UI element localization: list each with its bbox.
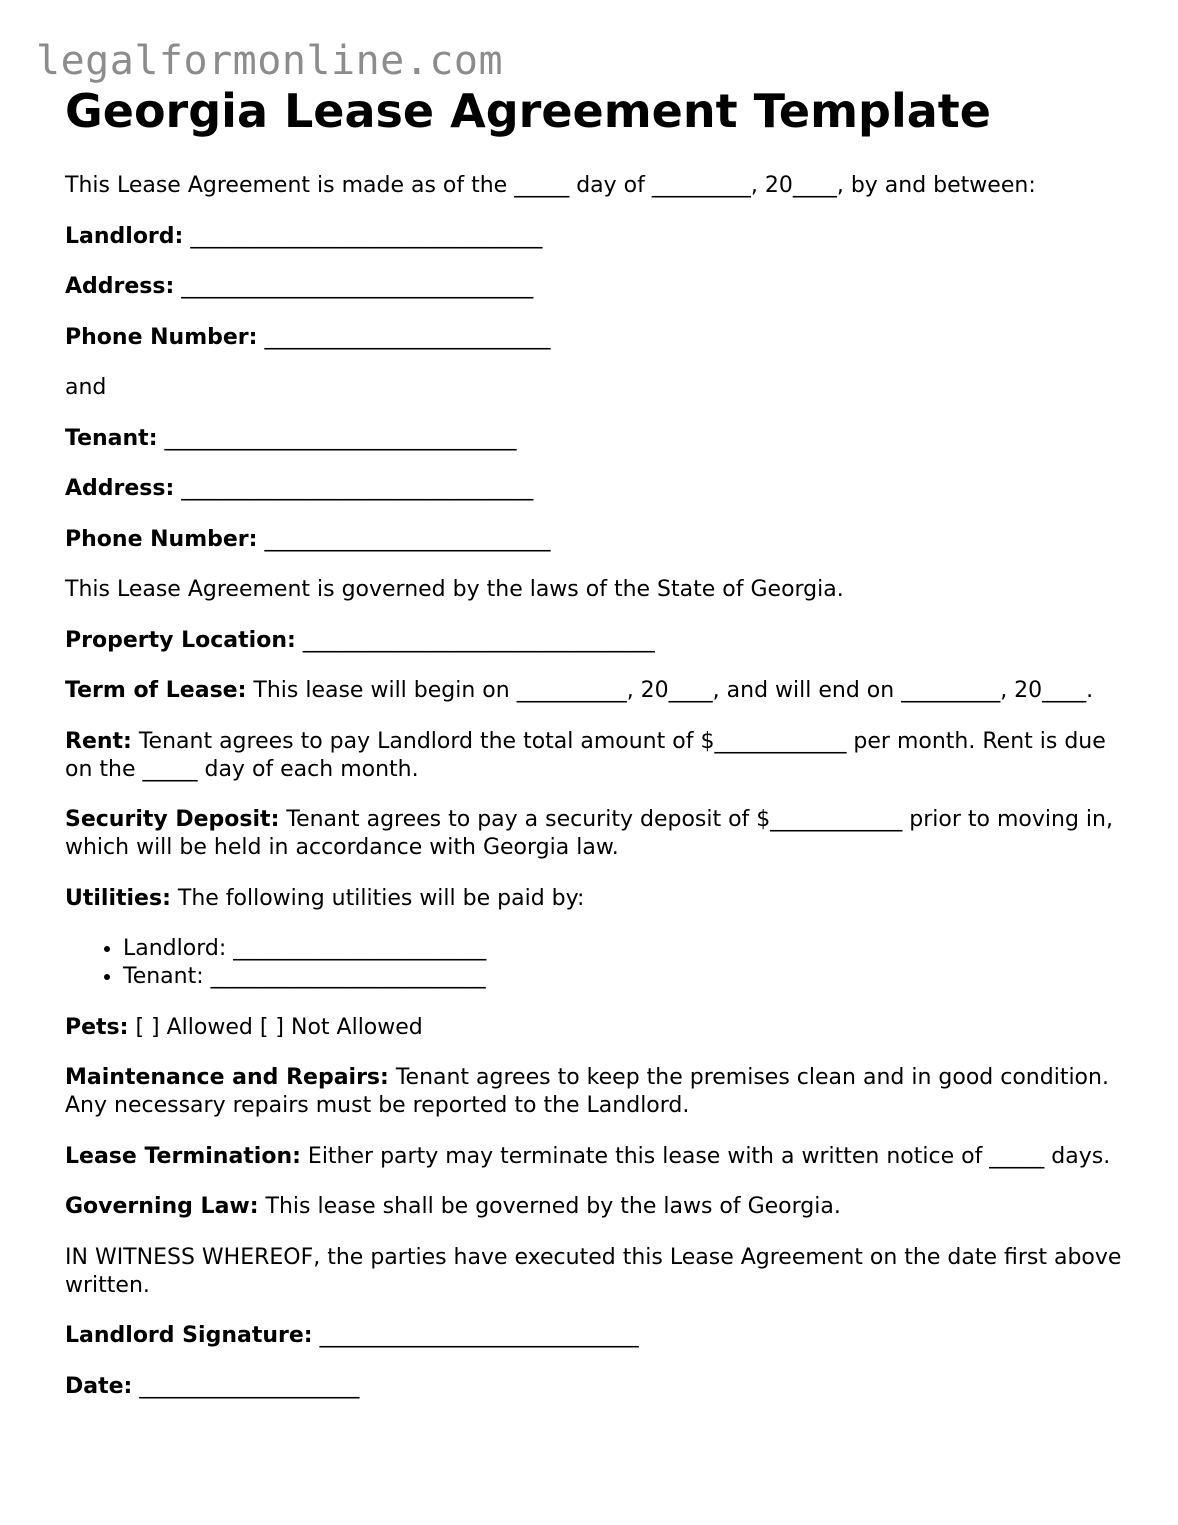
document-page	[65, 84, 1125, 1423]
utilities-paragraph	[65, 885, 1125, 913]
intro-paragraph: This Lease Agreement is made as of the _____ day of _________, 20____, by and between:	[65, 173, 1036, 198]
rent-text: Tenant agrees to pay Landlord the total amount of $____________ per month. Rent is due on the _____ day of each month.	[65, 728, 1106, 782]
tenant-field	[65, 425, 1125, 453]
property-location-field	[65, 627, 1125, 655]
security-deposit-text: Tenant agrees to pay a security deposit of $____________ prior to moving in, which will be held in accordance with Georgia law.	[65, 807, 1113, 860]
property-location-label: Property Location:	[65, 627, 296, 653]
governed-paragraph: This Lease Agreement is governed by the laws of the State of Georgia.	[65, 577, 844, 602]
landlord-address-field	[65, 273, 1125, 301]
date-label: Date:	[65, 1373, 133, 1399]
termination-text: Either party may terminate this lease with a written notice of _____ days.	[307, 1143, 1111, 1169]
rent-paragraph	[65, 728, 1125, 784]
and-text: and	[65, 375, 107, 400]
watermark: legalformonline.com	[36, 38, 504, 84]
pets-paragraph	[65, 1014, 1125, 1042]
tenant-address-blank: ________________________________	[181, 476, 534, 501]
termination-label: Lease Termination:	[65, 1143, 301, 1169]
landlord-address-blank: ________________________________	[181, 274, 534, 299]
tenant-phone-field	[65, 526, 1125, 554]
landlord-signature-blank: _____________________________	[319, 1323, 639, 1348]
termination-paragraph	[65, 1143, 1125, 1171]
governing-law-label: Governing Law:	[65, 1194, 259, 1219]
security-deposit-paragraph	[65, 806, 1125, 862]
term-of-lease-label: Term of Lease:	[65, 678, 247, 703]
witness-paragraph: IN WITNESS WHEREOF, the parties have executed this Lease Agreement on the date first above written.	[65, 1244, 1122, 1298]
date-field	[65, 1373, 1125, 1401]
pets-label: Pets:	[65, 1014, 129, 1040]
term-of-lease-paragraph	[65, 677, 1125, 705]
landlord-blank: ________________________________	[190, 223, 543, 249]
tenant-address-label: Address:	[65, 476, 175, 501]
landlord-address-label: Address:	[65, 274, 175, 299]
pets-options: [ ] Allowed [ ] Not Allowed	[135, 1014, 423, 1040]
landlord-phone-label: Phone Number:	[65, 324, 258, 350]
landlord-field	[65, 223, 1125, 251]
utilities-text: The following utilities will be paid by:	[177, 885, 585, 911]
term-of-lease-text: This lease will begin on __________, 20____, and will end on _________, 20____.	[253, 678, 1094, 703]
maintenance-paragraph	[65, 1064, 1125, 1120]
utilities-landlord-item: • Landlord: _______________________	[123, 935, 1125, 963]
utilities-tenant-item: • Tenant: _________________________	[123, 963, 1125, 991]
governing-law-paragraph	[65, 1193, 1125, 1221]
tenant-address-field	[65, 475, 1125, 503]
document-title: Georgia Lease Agreement Template	[65, 84, 991, 138]
tenant-phone-blank: __________________________	[264, 526, 551, 552]
landlord-label: Landlord:	[65, 223, 184, 249]
landlord-signature-field	[65, 1322, 1125, 1350]
rent-label: Rent:	[65, 728, 132, 754]
maintenance-label: Maintenance and Repairs:	[65, 1065, 389, 1090]
landlord-phone-blank: __________________________	[264, 324, 551, 350]
landlord-signature-label: Landlord Signature:	[65, 1323, 313, 1348]
utilities-label: Utilities:	[65, 885, 171, 911]
landlord-phone-field	[65, 324, 1125, 352]
security-deposit-label: Security Deposit:	[65, 807, 280, 832]
governing-law-text: This lease shall be governed by the laws of Georgia.	[265, 1194, 841, 1219]
date-blank: ____________________	[139, 1373, 360, 1399]
property-location-blank: ________________________________	[302, 627, 655, 653]
maintenance-text: Tenant agrees to keep the premises clean and in good condition. Any necessary repairs must be reported to the Landlord.	[65, 1065, 1109, 1118]
tenant-phone-label: Phone Number:	[65, 526, 258, 552]
utilities-list	[65, 935, 1125, 991]
tenant-label: Tenant:	[65, 425, 158, 451]
tenant-blank: ________________________________	[164, 425, 517, 451]
